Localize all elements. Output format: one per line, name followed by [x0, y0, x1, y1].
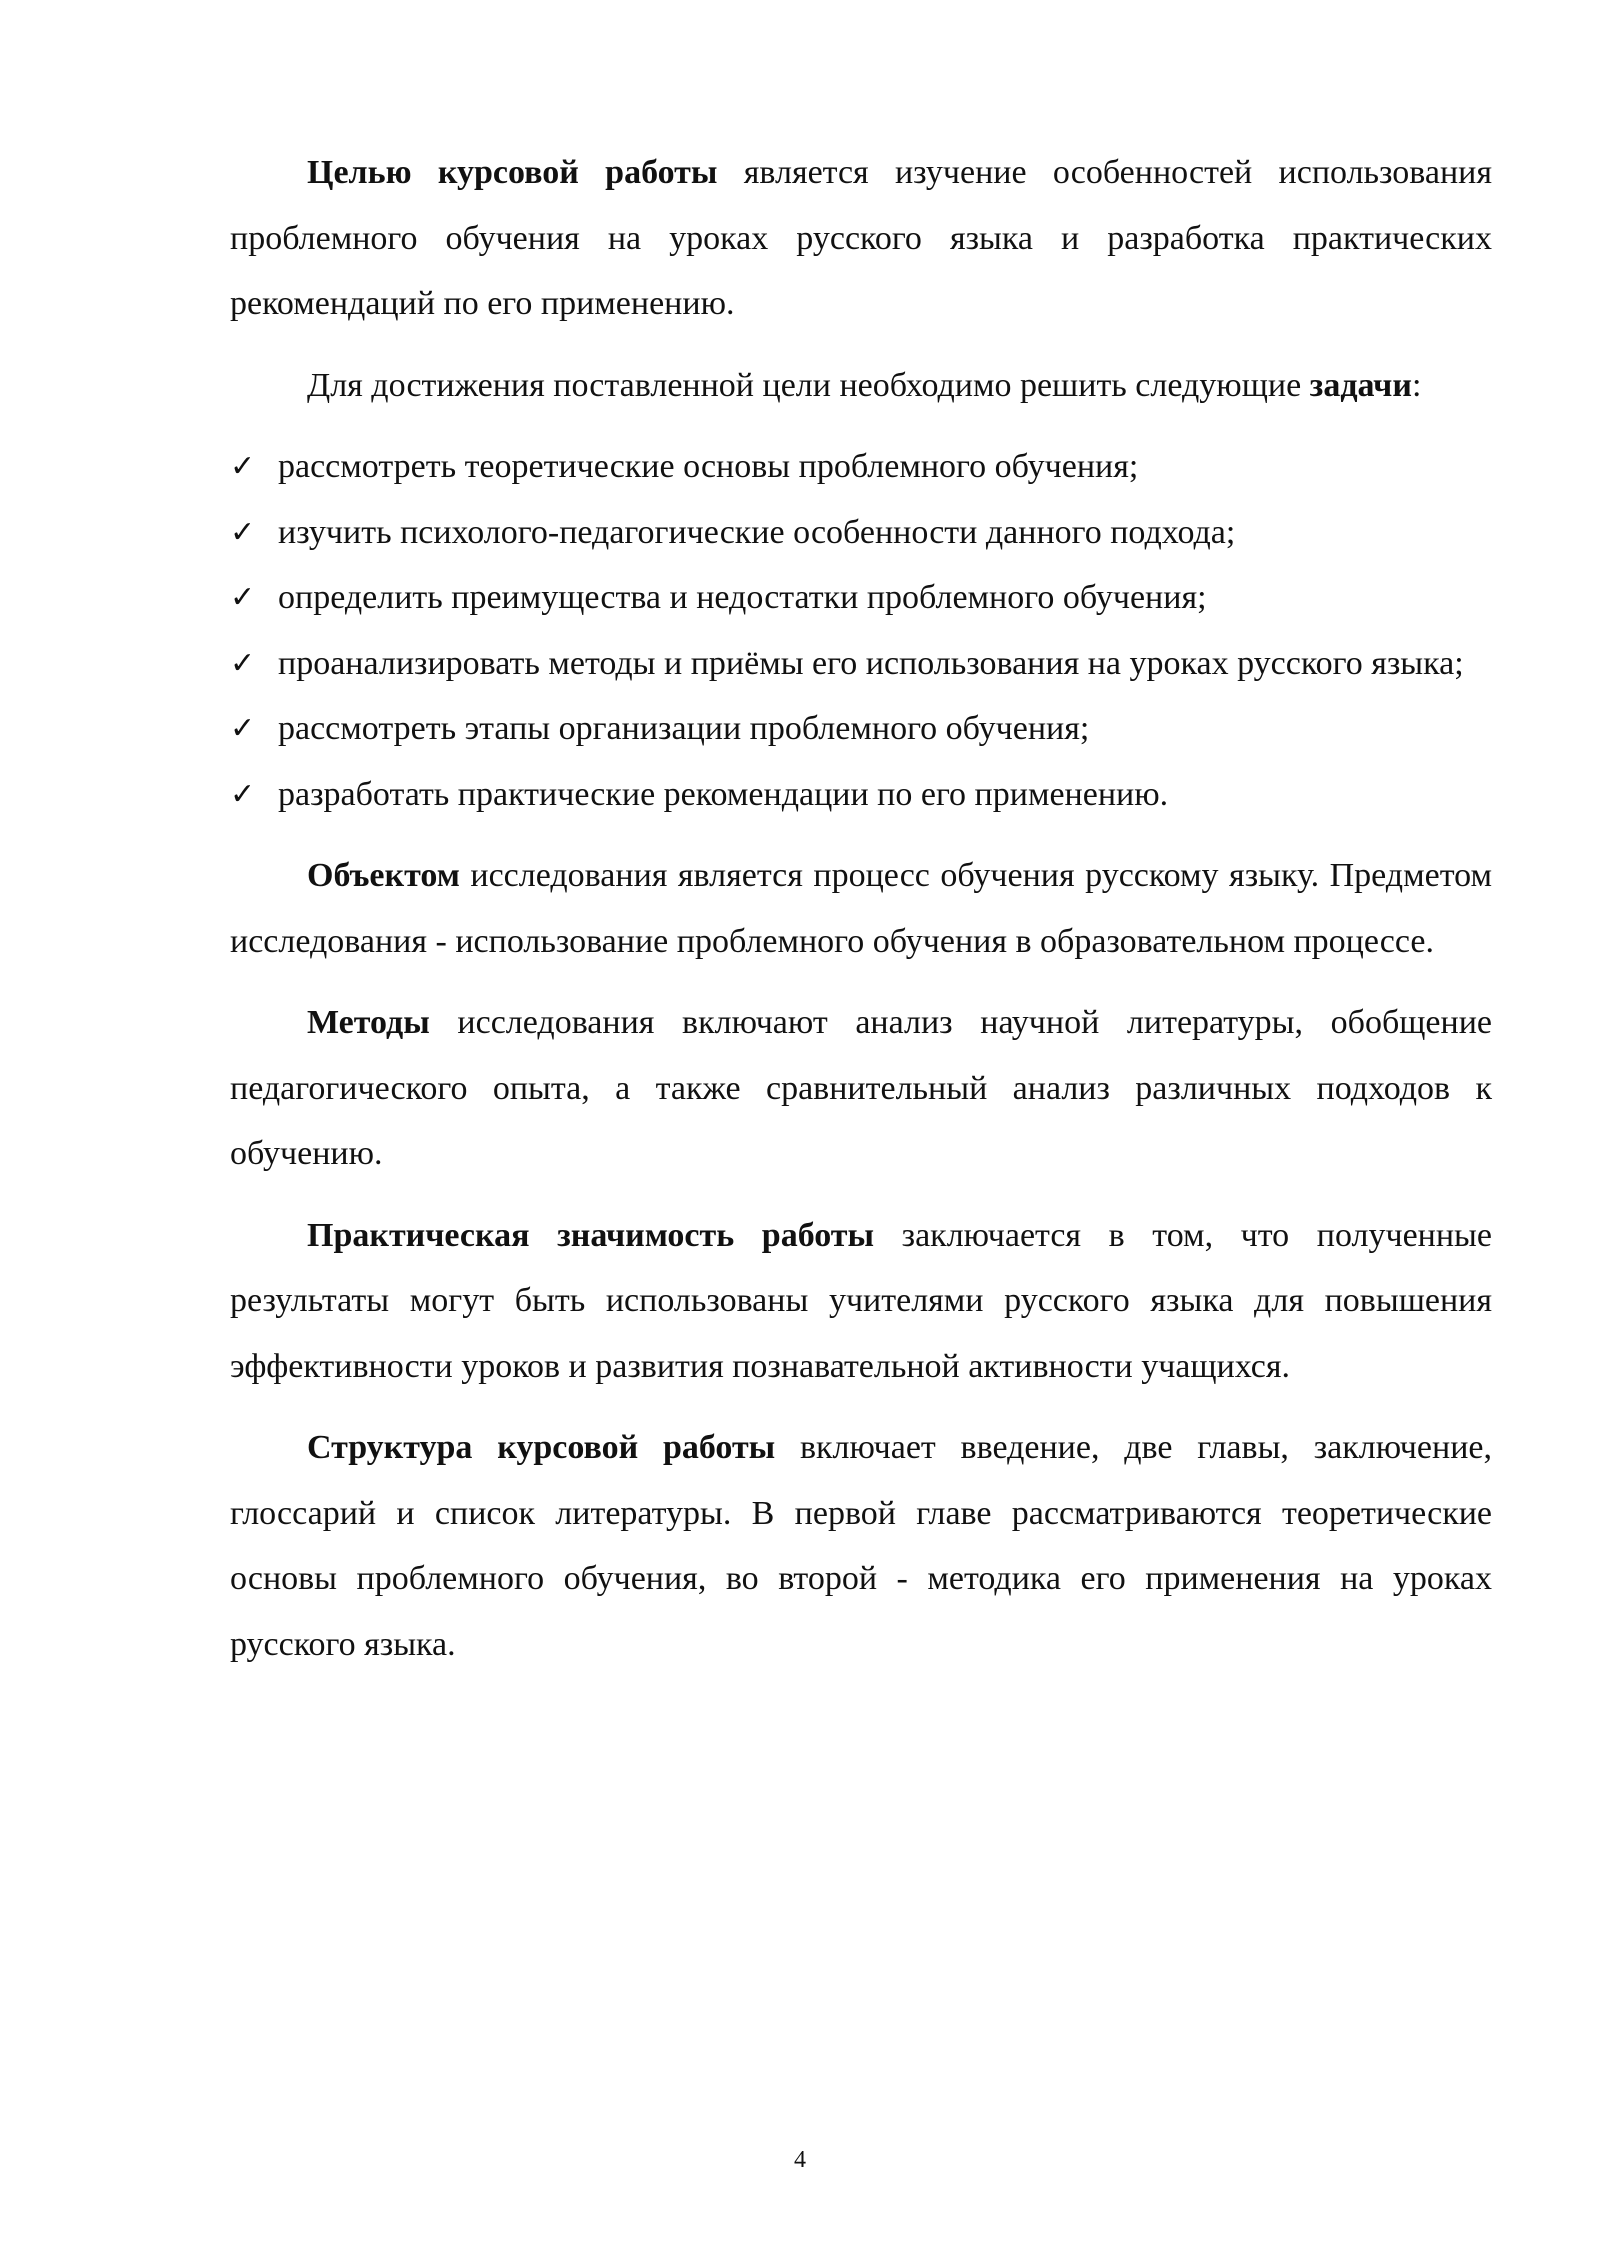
significance-paragraph [230, 1203, 1492, 1400]
list-item [230, 565, 1492, 631]
significance-text: заключается в том, что полученные результаты могут быть использованы учителями русского языка для повышения эффективности уроков и развития познавательной активности учащихся. [230, 1216, 1492, 1385]
task-text: проанализировать методы и приёмы его использования на уроках русского языка; [278, 644, 1464, 682]
significance-heading: Практическая значимость работы [307, 1216, 875, 1254]
goal-text: является изучение особенностей использования проблемного обучения на уроках русского языка и разработка практических рекомендаций по его применению. [230, 154, 1492, 322]
task-text: рассмотреть теоретические основы проблемного обучения; [278, 448, 1139, 485]
list-item [230, 762, 1492, 828]
check-icon: ✓ [230, 449, 256, 484]
object-heading: Объектом [307, 857, 460, 894]
structure-paragraph [230, 1415, 1492, 1677]
task-text: рассмотреть этапы организации проблемного обучения; [278, 710, 1090, 747]
list-item [230, 500, 1492, 566]
list-item [230, 696, 1492, 762]
task-text: изучить психолого-педагогические особенности данного подхода; [278, 513, 1236, 551]
document-page [230, 140, 1492, 1693]
goal-heading: Целью курсовой работы [307, 154, 718, 191]
methods-paragraph [230, 990, 1492, 1187]
task-text: разработать практические рекомендации по его применению. [278, 775, 1169, 813]
check-icon: ✓ [230, 645, 256, 681]
task-list [230, 434, 1492, 827]
task-text: определить преимущества и недостатки проблемного обучения; [278, 579, 1207, 616]
methods-text: исследования включают анализ научной литературы, обобщение педагогического опыта, а также сравнительный анализ различных подходов к обучению. [230, 1004, 1492, 1172]
structure-heading: Структура курсовой работы [307, 1429, 776, 1466]
object-text: исследования является процесс обучения русскому языку. Предметом исследования - использование проблемного обучения в образовательном процессе. [230, 857, 1492, 960]
structure-text: включает введение, две главы, заключение, глоссарий и список литературы. В первой главе рассматриваются теоретические основы проблемного обучения, во второй - методика его применения на уроках русского языка. [230, 1429, 1492, 1663]
methods-heading: Методы [307, 1004, 430, 1041]
check-icon: ✓ [230, 580, 256, 615]
tasks-intro-paragraph [230, 353, 1492, 419]
check-icon: ✓ [230, 776, 256, 812]
tasks-heading: задачи [1309, 366, 1412, 404]
object-paragraph [230, 843, 1492, 974]
tasks-intro-tail: : [1411, 366, 1422, 404]
list-item [230, 434, 1492, 500]
page-number: 4 [794, 2147, 806, 2173]
goal-paragraph [230, 140, 1492, 337]
check-icon: ✓ [230, 711, 256, 746]
tasks-intro-text: Для достижения поставленной цели необходимо решить следующие [307, 366, 1310, 404]
check-icon: ✓ [230, 514, 256, 550]
list-item [230, 631, 1492, 697]
